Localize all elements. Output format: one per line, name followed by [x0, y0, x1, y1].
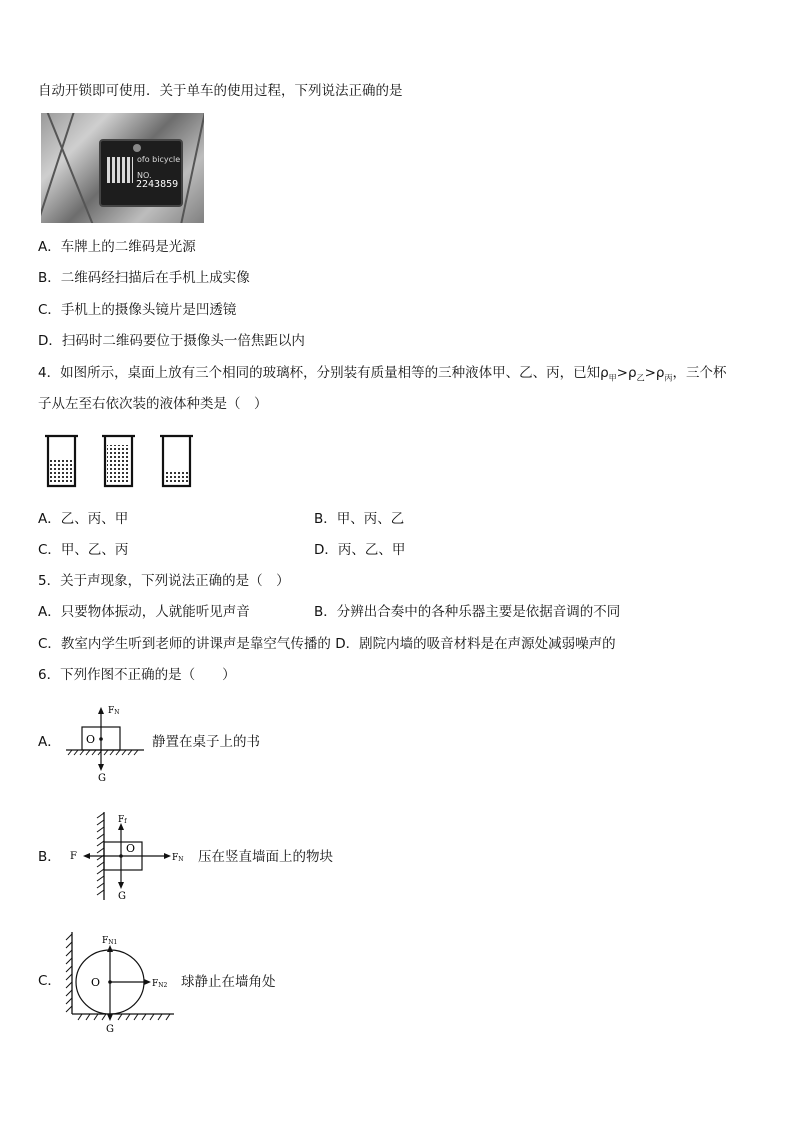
- tag-number-text: 2243859: [136, 179, 179, 190]
- q4-option-a: A．乙、丙、甲: [38, 511, 129, 527]
- fig-b-fn-label: FN: [172, 853, 184, 863]
- fig-a-g-label: G: [98, 773, 106, 782]
- q3-option-d: D．扫码时二维码要位于摄像头一倍焦距以内: [38, 333, 305, 349]
- fig-b-f-label: F: [70, 851, 77, 862]
- q3-option-c: C．手机上的摄像头镜片是凹透镜: [38, 302, 237, 318]
- q6-option-a-caption: 静置在桌子上的书: [152, 734, 260, 750]
- bike-qr-code-photo: [41, 113, 204, 223]
- q6-option-a-label: A．: [38, 734, 61, 750]
- q5-stem: 5．关于声现象，下列说法正确的是（ ）: [38, 573, 290, 589]
- q3-option-a: A．车牌上的二维码是光源: [38, 239, 196, 255]
- rho-sub-yi: 乙: [636, 373, 645, 383]
- beaker-right: [160, 436, 193, 486]
- tag-brand-text: ofo bicycle: [137, 155, 181, 164]
- q5-option-c-d: C．教室内学生听到老师的讲课声是靠空气传播的 D．剧院内墙的吸音材料是在声源处减弱噪声的: [38, 636, 616, 652]
- q4-option-b: B．甲、丙、乙: [314, 511, 405, 527]
- q5-option-b: B．分辨出合奏中的各种乐器主要是依据音调的不同: [314, 604, 621, 620]
- q5-option-a: A．只要物体振动，人就能听见声音: [38, 604, 250, 620]
- fig-b-ff-label: Ff: [118, 815, 127, 825]
- fig-b-g-label: G: [118, 891, 126, 902]
- q4-stem-text-2: ，三个杯: [672, 365, 727, 381]
- q4-stem-text: 4．如图所示，桌面上放有三个相同的玻璃杯，分别装有质量相等的三种液体甲、乙、丙，已知ρ: [38, 365, 609, 381]
- bike-license-tag: [99, 139, 183, 207]
- fig-c-fn2-label: FN2: [152, 979, 168, 989]
- fig-b-point-o: O: [126, 842, 136, 855]
- q4-gt-1: >ρ: [616, 365, 637, 381]
- q4-stem-line1: [38, 364, 726, 388]
- fig-c-fn1-label: FN1: [102, 936, 118, 946]
- q6-stem: 6．下列作图不正确的是（ ）: [38, 667, 236, 683]
- q6-option-b-caption: 压在竖直墙面上的物块: [198, 849, 333, 865]
- beaker-middle: [102, 436, 135, 486]
- fig-a-point-o: O: [86, 733, 96, 746]
- q6-option-c-caption: 球静止在墙角处: [181, 974, 276, 990]
- rho-sub-bing: 丙: [664, 373, 673, 383]
- figure-a-book-on-table: [62, 700, 152, 782]
- q4-stem-line2: 子从左至右依次装的液体种类是（ ）: [38, 396, 268, 412]
- q4-gt-2: >ρ: [644, 365, 665, 381]
- rho-sub-jia: 甲: [608, 373, 617, 383]
- q4-option-d: D．丙、乙、甲: [314, 542, 406, 558]
- figure-c-ball-in-corner: [62, 928, 182, 1034]
- q6-option-c-label: C．: [38, 973, 61, 989]
- fig-c-g-label: G: [106, 1024, 114, 1034]
- q6-option-b-label: B．: [38, 849, 61, 865]
- question-3-stem-tail: 自动开锁即可使用．关于单车的使用过程，下列说法正确的是: [38, 83, 403, 99]
- q3-option-b: B．二维码经扫描后在手机上成实像: [38, 270, 250, 286]
- fig-a-fn-label: FN: [108, 706, 120, 716]
- q4-option-c: C．甲、乙、丙: [38, 542, 129, 558]
- figure-b-block-on-wall: [66, 810, 196, 902]
- qr-code-icon: [107, 157, 133, 183]
- fig-c-point-o: O: [91, 976, 101, 989]
- three-beakers-figure: [42, 432, 202, 492]
- tag-no-text: NO.: [137, 171, 152, 180]
- beaker-left: [45, 436, 78, 486]
